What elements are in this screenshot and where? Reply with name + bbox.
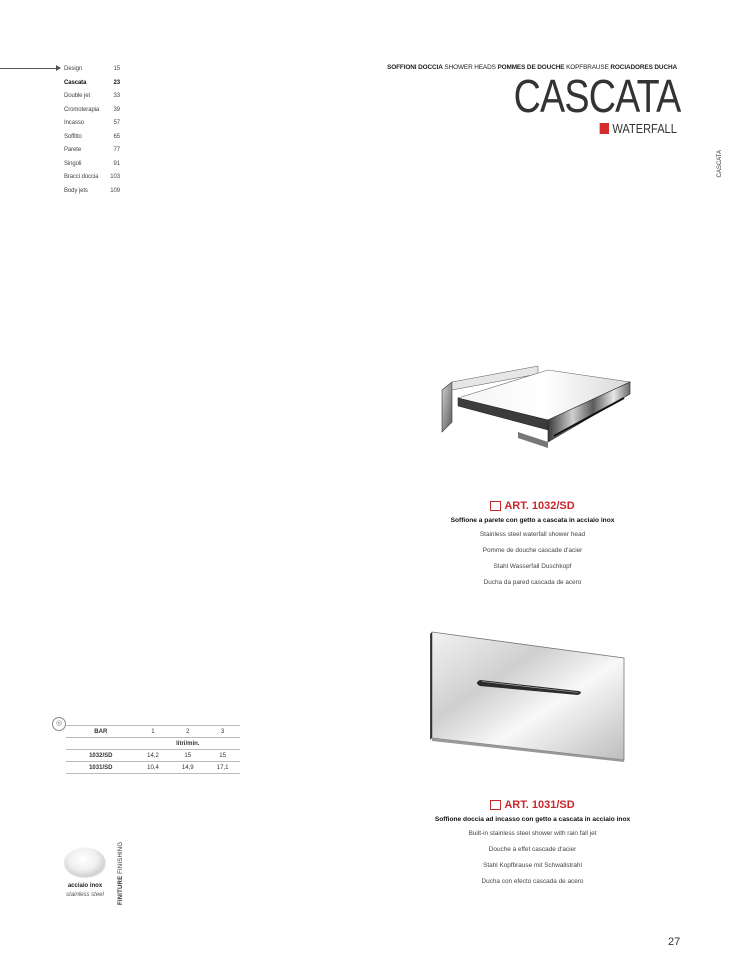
index-item[interactable]: Incasso 57: [64, 120, 120, 126]
table-header-row: BAR 1 2 3: [66, 726, 240, 738]
description-french: Pomme de douche cascade d'acier: [482, 547, 583, 554]
index-item[interactable]: Singoli 91: [64, 160, 120, 167]
description-italian: Soffione doccia ad incasso con getto a cascata in acciaio inox: [434, 816, 631, 823]
description-spanish: Ducha da pared cascada de acero: [483, 579, 582, 586]
finishing-vertical-label: FINITURE FINISHING: [118, 841, 124, 905]
red-square-icon: [600, 123, 609, 134]
product-1032-info: [430, 500, 635, 591]
finish-name-english: stainless steel: [66, 892, 104, 898]
table-row: 1032/SD 14,2 15 15: [66, 750, 240, 762]
index-item[interactable]: Cromoterapia 39: [64, 106, 120, 113]
index-item[interactable]: Soffitto 65: [64, 133, 120, 140]
side-section-label: CASCATA: [717, 150, 723, 178]
page-number: 27: [668, 936, 681, 948]
product-image-1032: [438, 360, 638, 455]
table-unit-row: litri/min.: [66, 738, 240, 750]
flow-icon: ◎: [52, 717, 66, 731]
description-italian: Soffione a parete con getto a cascata in acciaio inox: [450, 517, 615, 524]
index-item-active[interactable]: Cascata 23: [64, 79, 120, 86]
index-item[interactable]: Body jets 109: [64, 187, 120, 194]
product-1031-info: [430, 799, 635, 890]
description-spanish: Ducha con efecto cascada de acero: [481, 878, 584, 885]
finish-name: acciaio inox: [67, 883, 103, 889]
finish-swatch-stainless: [65, 848, 105, 876]
checkbox-square-icon: [490, 501, 501, 511]
page-title: CASCATA: [513, 70, 680, 122]
checkbox-square-icon: [490, 800, 501, 810]
index-item[interactable]: Double jet 33: [64, 93, 120, 99]
index-pointer-line: [0, 68, 60, 69]
index-item[interactable]: Bracci doccia 103: [64, 174, 120, 180]
index-item[interactable]: Parete 77: [64, 147, 120, 153]
index-pointer-arrow-icon: [56, 65, 61, 71]
article-code: ART. 1031/SD: [504, 799, 575, 811]
article-code: ART. 1032/SD: [504, 500, 575, 512]
description-german: Stahl Kopfbrause mit Schwallstrahl: [483, 862, 582, 869]
description-english: Stainless steel waterfall shower head: [479, 531, 586, 538]
description-german: Stahl Wasserfall Duschkopf: [493, 563, 572, 570]
description-french: Douche à effet cascade d'acier: [488, 846, 577, 853]
section-index: [64, 63, 120, 198]
product-image-1031: [428, 628, 633, 763]
description-english: Built-in stainless steel shower with rain fall jet: [468, 830, 597, 837]
page-subtitle: WATERFALL: [600, 121, 677, 136]
flow-rate-table: [66, 725, 240, 774]
index-item[interactable]: Design 15: [64, 66, 120, 72]
category-line: SOFFIONI DOCCIA SHOWER HEADS POMMES DE DOUCHE KOPFBRAUSE ROCIADORES DUCHA: [387, 64, 677, 71]
table-row: 1031/SD 10,4 14,9 17,1: [66, 762, 240, 774]
